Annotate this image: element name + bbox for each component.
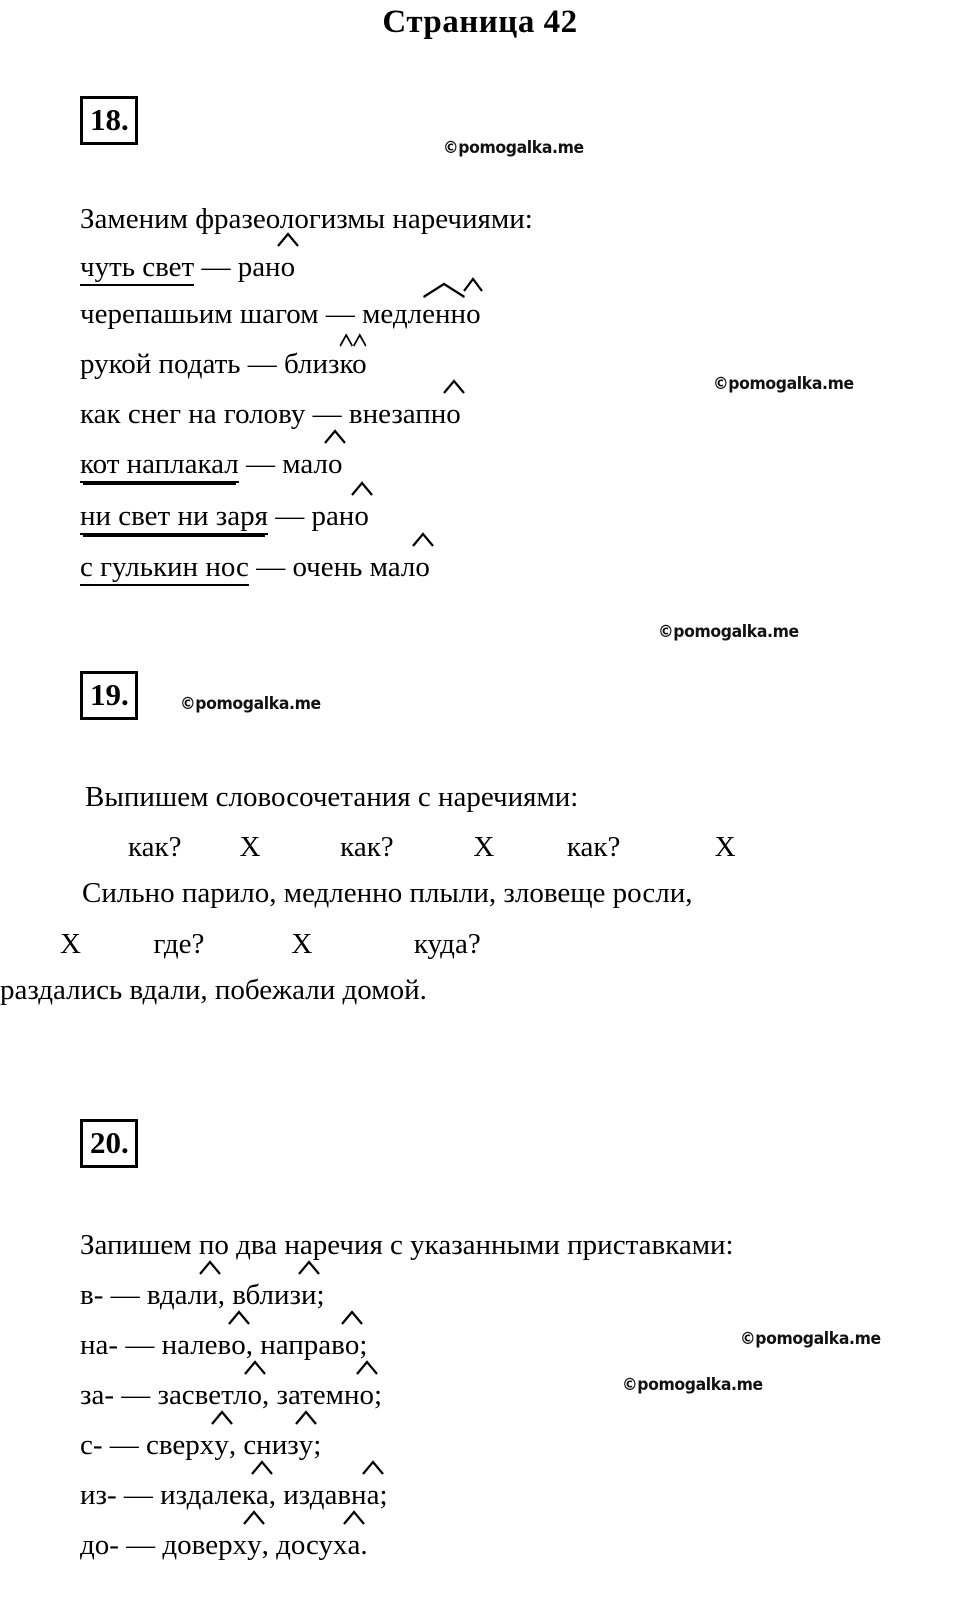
suffix-caret-icon [324, 430, 346, 444]
suffix-caret-icon [412, 533, 434, 547]
idiom-4: как снег на голову [80, 398, 306, 430]
prefix-word-2a-stem: налев [161, 1329, 232, 1361]
idiom-6: ни свет ни заря [80, 500, 268, 535]
prefix-4: с- [80, 1429, 103, 1461]
prefix-word-4b-stem: сниз [243, 1429, 299, 1461]
prefix-dash-2: — [125, 1329, 155, 1361]
prefix-word-3b-suffix: о [360, 1381, 375, 1410]
watermark-1: ©pomogalka.me [443, 138, 584, 158]
suffix-caret-icon [462, 278, 484, 292]
prefix-row-6 [80, 1531, 368, 1560]
suffix-caret-icon [443, 380, 465, 394]
prefix-sep-2: , [245, 1329, 261, 1361]
adverb-5-stem: мал [282, 448, 329, 480]
adverb-6-stem: ран [311, 500, 355, 532]
dash-7: — [248, 551, 293, 583]
prefix-word-4a-stem: сверх [146, 1429, 215, 1461]
prefix-end-5: ; [379, 1479, 388, 1511]
prefix-end-2: ; [359, 1329, 368, 1361]
dash-1: — [194, 251, 238, 283]
prefix-sep-1: , [217, 1279, 233, 1311]
prefix-word-5b-suffix: а [367, 1481, 380, 1510]
idiom-row-2 [80, 300, 481, 329]
suffix-caret-icon [277, 233, 299, 247]
prefix-word-5b-stem: издавн [283, 1479, 367, 1511]
prefix-word-3b-stem: затемн [276, 1379, 360, 1411]
watermark-2: ©pomogalka.me [713, 374, 854, 394]
idiom-7: с гулькин нос [80, 551, 249, 586]
idiom-row-1 [80, 253, 295, 282]
suffix-caret-icon [362, 1461, 384, 1475]
idiom-1: чуть свет [80, 251, 194, 286]
prefix-end-6: . [360, 1529, 368, 1561]
prefix-word-6b-suffix: а [348, 1531, 361, 1560]
suffix-caret-icon [298, 1261, 320, 1275]
prefix-word-1a-suffix: и [202, 1281, 218, 1310]
prefix-row-3 [80, 1381, 382, 1410]
suffix-caret-icon [351, 482, 373, 496]
suffix-caret-icon [211, 1411, 233, 1425]
prefix-dash-1: — [110, 1279, 140, 1311]
prefix-sep-4: , [228, 1429, 244, 1461]
idiom-row-3 [80, 350, 367, 379]
watermark-6: ©pomogalka.me [622, 1375, 763, 1395]
dash-5: — [238, 448, 283, 480]
prefix-end-1: ; [316, 1279, 325, 1311]
idiom-5: кот наплакал [80, 448, 239, 483]
prefix-word-5a-stem: издалек [160, 1479, 256, 1511]
prefix-row-5 [80, 1481, 388, 1510]
double-caret-icon [339, 334, 366, 347]
suffix-caret-icon [228, 1311, 250, 1325]
prefix-word-4a-suffix: у [214, 1431, 229, 1460]
prefix-word-1a-stem: вдал [146, 1279, 203, 1311]
prefix-word-3a-suffix: о [248, 1381, 263, 1410]
idiom-row-6 [80, 502, 369, 531]
exercise-20-intro: Запишем по два наречия с указанными приставками: [80, 1229, 734, 1261]
adverb-7-stem: очень мал [292, 551, 416, 583]
prefix-dash-4: — [109, 1429, 139, 1461]
idiom-row-4 [80, 400, 461, 429]
suffix-caret-icon [422, 282, 466, 298]
adverb-2-suffix: енн [422, 300, 466, 329]
adverb-7-suffix: о [415, 553, 430, 582]
adverb-3-suffix: ко [339, 350, 366, 379]
dash-3: — [240, 348, 284, 380]
idiom-row-5 [80, 450, 343, 479]
watermark-5: ©pomogalka.me [740, 1329, 881, 1349]
prefix-word-5a-suffix: а [256, 1481, 269, 1510]
prefix-6: до- [80, 1529, 119, 1561]
suffix-caret-icon [199, 1261, 221, 1275]
idiom-3: рукой подать [80, 348, 241, 380]
prefix-dash-5: — [123, 1479, 153, 1511]
idiom-row-7 [80, 553, 430, 582]
prefix-row-2 [80, 1331, 367, 1360]
phrase-line-2: раздались вдали, побежали домой. [0, 974, 427, 1006]
suffix-caret-icon [251, 1461, 273, 1475]
prefix-word-2a-suffix: о [231, 1331, 246, 1360]
prefix-3: за- [80, 1379, 114, 1411]
question-marker-row-1: как? Х как? Х как? Х [128, 831, 736, 863]
prefix-end-3: ; [374, 1379, 383, 1411]
prefix-word-6a-suffix: у [247, 1531, 262, 1560]
exercise-number-19: 19. [80, 671, 138, 720]
prefix-word-3a-stem: засветл [157, 1379, 248, 1411]
adverb-2-stem: медл [362, 298, 423, 330]
exercise-18-intro: Заменим фразеологизмы наречиями: [80, 203, 533, 235]
prefix-word-1b-stem: вблиз [232, 1279, 302, 1311]
exercise-19-intro: Выпишем словосочетания с наречиями: [85, 781, 579, 813]
prefix-word-2b-suffix: о [345, 1331, 360, 1360]
exercise-number-18: 18. [80, 96, 138, 145]
prefix-dash-6: — [126, 1529, 156, 1561]
adverb-3-stem: близ [283, 348, 340, 380]
exercise-number-20: 20. [80, 1119, 138, 1168]
watermark-3: ©pomogalka.me [658, 622, 799, 642]
adverb-4-suffix: о [446, 400, 461, 429]
idiom-2: черепашьим шагом [80, 298, 319, 330]
prefix-word-2b-stem: направ [260, 1329, 345, 1361]
watermark-4: ©pomogalka.me [180, 694, 321, 714]
suffix-caret-icon [295, 1411, 317, 1425]
dash-2: — [318, 298, 363, 330]
prefix-1: в- [80, 1279, 104, 1311]
prefix-5: из- [80, 1479, 117, 1511]
prefix-word-4b-suffix: у [299, 1431, 314, 1460]
adverb-2-ending: о [466, 300, 481, 329]
suffix-caret-icon [341, 1311, 363, 1325]
suffix-caret-icon [244, 1361, 266, 1375]
prefix-sep-5: , [268, 1479, 284, 1511]
suffix-caret-icon [356, 1361, 378, 1375]
dash-4: — [305, 398, 349, 430]
prefix-row-4 [80, 1431, 321, 1460]
suffix-caret-icon [343, 1511, 365, 1525]
question-marker-row-2: Х где? Х куда? [60, 928, 481, 960]
adverb-6-suffix: о [354, 502, 369, 531]
prefix-sep-3: , [262, 1379, 277, 1411]
adverb-4-stem: внезапн [348, 398, 447, 430]
prefix-end-4: ; [313, 1429, 322, 1461]
prefix-2: на- [80, 1329, 119, 1361]
prefix-sep-6: , [261, 1529, 277, 1561]
dash-6: — [267, 500, 312, 532]
prefix-dash-3: — [121, 1379, 151, 1411]
adverb-5-suffix: о [328, 450, 343, 479]
prefix-word-6b-stem: досух [276, 1529, 348, 1561]
adverb-1-suffix: о [281, 253, 296, 282]
prefix-row-1 [80, 1281, 325, 1310]
prefix-word-6a-stem: доверх [162, 1529, 248, 1561]
page-title: Страница 42 [382, 4, 578, 40]
suffix-caret-icon [243, 1511, 265, 1525]
prefix-word-1b-suffix: и [301, 1281, 317, 1310]
phrase-line-1: Сильно парило, медленно плыли, зловеще росли, [82, 877, 693, 909]
adverb-1-stem: ран [237, 251, 281, 283]
